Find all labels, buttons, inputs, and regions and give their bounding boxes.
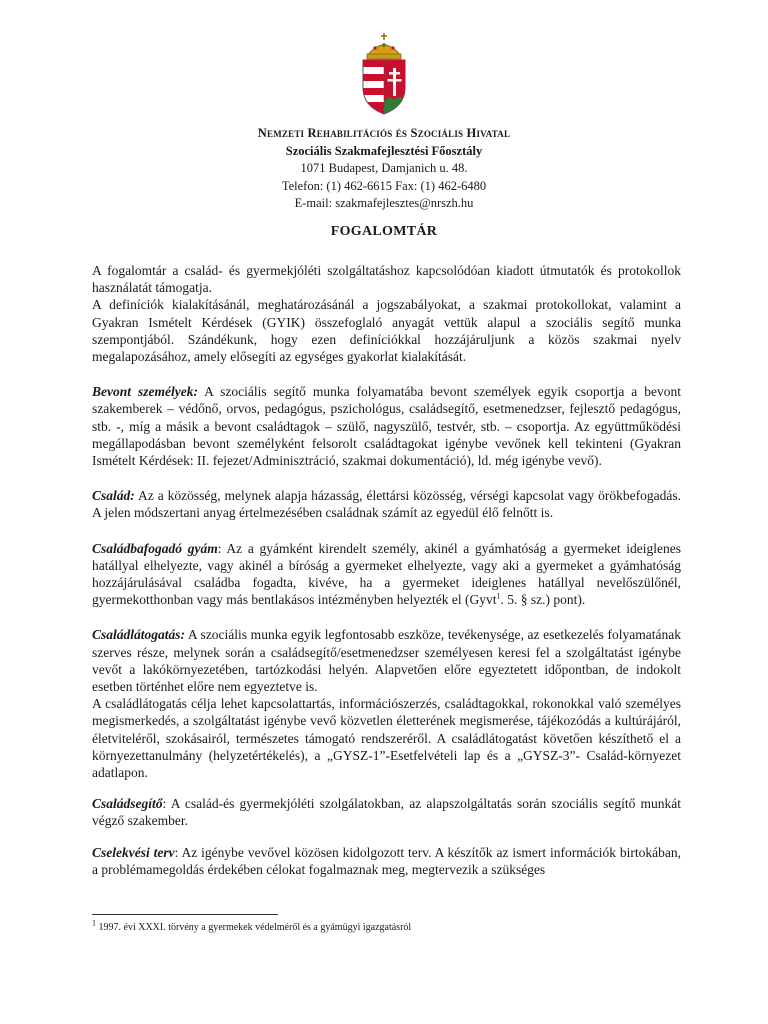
glossary-entry — [92, 795, 681, 829]
glossary-definition: : Az a gyámként kirendelt személy, akinél a gyámhatóság a gyermeket ideiglenes hatállyal elhelyezte, vagy akinél a bíróság a gyermeket elhelyezte, vagy aki a gyermeket a gyámhatóság hozzájárulásával családba fogadta, kivéve, ha a gyermeket ideiglenes hatállyal nevelőszülőnél, gyermekotthonban vagy más bentlakásos intézményben helyezték el (Gyvt — [92, 540, 681, 608]
glossary-definition: : A család-és gyermekjóléti szolgálatokban, az alapszolgáltatás során szociális segítő munkát végző szakember. — [92, 796, 681, 829]
glossary-definition-continued: A családlátogatás célja lehet kapcsolattartás, információszerzés, családtagokkal, rokonokkal való személyes megismerkedés, a szolgáltatást igénybe vevő közvetlen életterének megismerése, tájékozódás a kultúrájáról, életviteléről, szokásairól, természetes támogató rendszeréről. A családlátogatást követően készíthető el a környezettanulmány (helyzetértékelés), a „GYSZ-1”-Esetfelvételi lap és a „GYSZ-3”- Család-környezet adatlapon. — [92, 696, 681, 781]
email: E-mail: szakmafejlesztes@nrszh.hu — [294, 196, 474, 210]
glossary-entry — [92, 626, 681, 695]
footnote-reference[interactable]: 1 — [496, 591, 501, 601]
glossary-definition: A szociális segítő munka folyamatába bevont személyek egyik csoportja a bevont szakemberek – védőnő, orvos, pedagógus, pszichológus, családsegítő, esetmenedzser, fejlesztő pedagógus, stb. -, míg a másik a bevont családtagok – szülő, nagyszülő, testvér, stb. – csoportja. Az együttműködési megállapodásban bevont személyként felsorolt családtagokat igénybe vevőnek kell tekinteni (Gyakran Ismételt Kérdések: II. fejezet/Adminisztráció, szakmai dokumentáció), ld. még igénybe vevő). — [92, 384, 681, 469]
footnote — [92, 918, 681, 934]
glossary-term: Családsegítő — [92, 796, 163, 812]
coat-of-arms-icon — [359, 32, 409, 116]
glossary-entry — [92, 383, 681, 469]
glossary-entry — [92, 844, 681, 878]
document-title: FOGALOMTÁR — [330, 224, 438, 239]
glossary-definition: A szociális munka egyik legfontosabb eszköze, tevékenysége, az esetkezelés folyamatának szerves része, melynek során a családsegítő/esetmenedzser személyesen keresi fel a szolgáltatást igénybe vevőt a lakókörnyezetében, tartózkodási helyén. Alapvetően előre egyeztetett időpontban, de indokolt esetben történhet előre nem egyeztetve is. — [92, 627, 681, 695]
glossary-definition: : Az igénybe vevővel közösen kidolgozott terv. A készítők az ismert információk birtokában, a problémamegoldás érdekében célokat fogalmaznak meg, megtervezik a szükséges — [92, 844, 681, 877]
glossary-term: Cselekvési terv — [92, 844, 175, 860]
organization-name: Nemzeti Rehabilitációs és Szociális Hivatal — [257, 126, 511, 140]
intro-paragraph: A definíciók kialakításánál, meghatározásánál a jogszabályokat, a szakmai protokollokat, valamint a Gyakran Ismételt Kérdések (GYIK) összefoglaló anyagát vettük alapul a szociális segítő munka szempontjából. Szándékunk, hogy ezen definíciókkal hozzájáruljunk a közös szakmai nyelv megalapozásához, amely elősegíti az egységes gyakorlat kialakítását. — [92, 297, 681, 365]
glossary-definition: . 5. § sz.) pont). — [500, 592, 586, 608]
glossary-term: Család: — [92, 488, 135, 504]
glossary-definition: Az a közösség, melynek alapja házasság, élettársi közösség, vérségi kapcsolat vagy örökbefogadás. A jelen módszertani anyag értelmezésében családnak számít az egyedül élő felnőtt is. — [92, 488, 681, 521]
glossary-term: Családlátogatás: — [92, 627, 186, 643]
department-name: Szociális Szakmafejlesztési Főosztály — [285, 143, 483, 158]
footnote-text: 1997. évi XXXI. törvény a gyermekek védelméről és a gyámügyi igazgatásról — [96, 922, 412, 933]
intro-paragraph: A fogalomtár a család- és gyermekjóléti szolgáltatáshoz kapcsolódóan kiadott útmutatók és protokollok használatát támogatja. — [92, 263, 681, 296]
footnote-divider — [92, 914, 278, 915]
phone-fax: Telefon: (1) 462-6615 Fax: (1) 462-6480 — [281, 178, 487, 193]
glossary-term: Bevont személyek: — [92, 384, 198, 400]
address: 1071 Budapest, Damjanich u. 48. — [300, 161, 468, 175]
letterhead — [0, 125, 768, 213]
glossary-term: Családbafogadó gyám — [92, 540, 218, 556]
footnote-mark: 1 — [92, 918, 96, 928]
document-body — [92, 262, 681, 878]
glossary-entry — [92, 487, 681, 521]
glossary-entry — [92, 540, 681, 609]
